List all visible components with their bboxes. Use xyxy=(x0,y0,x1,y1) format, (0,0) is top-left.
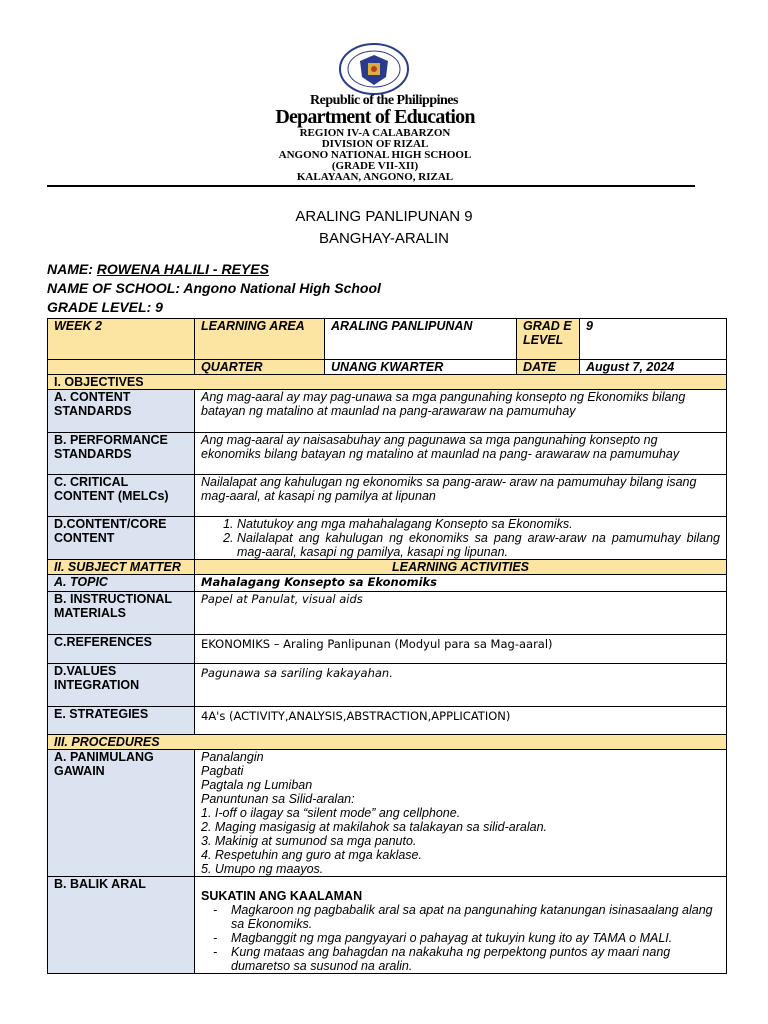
materials-label: B. INSTRUCTIONAL MATERIALS xyxy=(48,592,195,635)
critical-content-label: C. CRITICAL CONTENT (MELCs) xyxy=(48,475,195,517)
learning-activities-header: LEARNING ACTIVITIES xyxy=(195,560,727,575)
performance-standards-label: B. PERFORMANCE STANDARDS xyxy=(48,433,195,475)
list-item: - Magbanggit ng mga pangyayari o pahayag at tukuyin kung ito ay TAMA o MALI. xyxy=(231,931,720,945)
quarter-label: QUARTER xyxy=(195,360,325,375)
division-line: DIVISION OF RIZAL xyxy=(321,138,429,150)
references-value: EKONOMIKS – Araling Panlipunan (Modyul para sa Mag-aaral) xyxy=(195,635,727,664)
prayer-line: Panalangin xyxy=(201,750,264,764)
grade-label: GRADE LEVEL: xyxy=(47,299,156,315)
name-label: NAME: xyxy=(47,261,97,277)
panimulang-gawain-label: A. PANIMULANG GAWAIN xyxy=(48,750,195,877)
week-cell: WEEK 2 xyxy=(48,319,195,360)
school-line: ANGONO NATIONAL HIGH SCHOOL xyxy=(278,149,472,161)
materials-value: Papel at Panulat, visual aids xyxy=(195,592,727,635)
panimulang-gawain-cell xyxy=(195,750,727,877)
grade-value: 9 xyxy=(155,299,163,315)
performance-standards-value: Ang mag-aaral ay naisasabuhay ang pagunawa sa mga pangunahing konsepto ng ekonomiks bilang batayan ng matalino at maunlad na pang- arawaraw na pamumuhay xyxy=(195,433,727,475)
subject-matter-header: II. SUBJECT MATTER xyxy=(48,560,195,575)
strategies-value: 4A's (ACTIVITY,ANALYSIS,ABSTRACTION,APPLICATION) xyxy=(195,707,727,735)
attendance-line: Pagtala ng Lumiban xyxy=(201,778,313,792)
region-line: REGION IV-A CALABARZON xyxy=(299,127,451,139)
document-title: BANGHAY-ARALIN xyxy=(318,230,450,247)
rule-item: 4. Respetuhin ang guro at mga kaklase. xyxy=(201,848,422,862)
grade-level-line xyxy=(47,299,163,315)
school-name-line xyxy=(47,280,381,296)
topic-label: A. TOPIC xyxy=(48,575,195,592)
content-standards-label: A. CONTENT STANDARDS xyxy=(48,390,195,433)
republic-heading: Republic of the Philippines xyxy=(310,93,458,108)
deped-seal-logo xyxy=(338,43,410,95)
balik-aral-cell xyxy=(195,877,727,974)
subject-title: ARALING PANLIPUNAN 9 xyxy=(295,208,473,225)
rule-item: 3. Makinig at sumunod sa mga panuto. xyxy=(201,834,417,848)
balik-aral-label: B. BALIK ARAL xyxy=(48,877,195,974)
list-item: 2. Nailalapat ang kahulugan ng ekonomiks sa pang araw-araw na pamumuhay bilang mag-aaral, kasapi ng pamilya, kasapi ng lipunan. xyxy=(237,531,720,559)
department-heading: Department of Education xyxy=(275,106,475,128)
values-integration-label: D.VALUES INTEGRATION xyxy=(48,664,195,707)
address-line: KALAYAAN, ANGONO, RIZAL xyxy=(296,171,454,183)
critical-content-value: Nailalapat ang kahulugan ng ekonomiks sa pang-araw- araw na pamumuhay bilang isang mag-aaral, at kasapi ng pamilya at lipunan xyxy=(195,475,727,517)
core-content-cell xyxy=(195,517,727,560)
grade-range-line: (GRADE VII-XII) xyxy=(331,160,419,172)
balik-aral-heading: SUKATIN ANG KAALAMAN xyxy=(201,889,363,903)
quarter-value: UNANG KWARTER xyxy=(325,360,517,375)
procedures-header: III. PROCEDURES xyxy=(48,735,727,750)
learning-area-label: LEARNING AREA xyxy=(195,319,325,360)
rules-heading: Panuntunan sa Silid-aralan: xyxy=(201,792,355,806)
lesson-plan-table xyxy=(47,318,727,974)
learning-area-value: ARALING PANLIPUNAN xyxy=(325,319,517,360)
topic-value: Mahalagang Konsepto sa Ekonomiks xyxy=(195,575,727,592)
rule-item: 5. Umupo ng maayos. xyxy=(201,862,324,876)
teacher-name-line xyxy=(47,261,269,277)
objectives-header: I. OBJECTIVES xyxy=(48,375,727,390)
date-value: August 7, 2024 xyxy=(580,360,727,375)
school-label: NAME OF SCHOOL: xyxy=(47,280,184,296)
grade-level-label: GRAD E LEVEL xyxy=(517,319,580,360)
name-value: ROWENA HALILI - REYES xyxy=(96,261,269,277)
greeting-line: Pagbati xyxy=(201,764,244,778)
values-integration-value: Pagunawa sa sariling kakayahan. xyxy=(195,664,727,707)
rule-item: 2. Maging masigasig at makilahok sa talakayan sa silid-aralan. xyxy=(201,820,548,834)
list-item: - Kung mataas ang bahagdan na nakakuha ng perpektong puntos ay maari nang dumaretso sa susunod na aralin. xyxy=(231,945,720,973)
week-cell-continued xyxy=(48,360,195,375)
balik-aral-list xyxy=(201,903,720,973)
content-standards-value: Ang mag-aaral ay may pag-unawa sa mga pangunahing konsepto ng Ekonomiks bilang batayan ng matalino at maunlad na pang-arawaraw na pamumuhay xyxy=(195,390,727,433)
core-content-list xyxy=(201,517,720,559)
grade-level-value: 9 xyxy=(580,319,727,360)
header-divider xyxy=(47,185,695,187)
references-label: C.REFERENCES xyxy=(48,635,195,664)
core-content-label: D.CONTENT/CORE CONTENT xyxy=(48,517,195,560)
strategies-label: E. STRATEGIES xyxy=(48,707,195,735)
date-label: DATE xyxy=(517,360,580,375)
list-item: - Magkaroon ng pagbabalik aral sa apat na pangunahing katanungan isinasaalang alang sa Ekonomiks. xyxy=(231,903,720,931)
rule-item: 1. I-off o ilagay sa “silent mode” ang cellphone. xyxy=(201,806,461,820)
school-value: Angono National High School xyxy=(183,280,381,296)
list-item: 1. Natutukoy ang mga mahahalagang Konsepto sa Ekonomiks. xyxy=(237,517,720,531)
